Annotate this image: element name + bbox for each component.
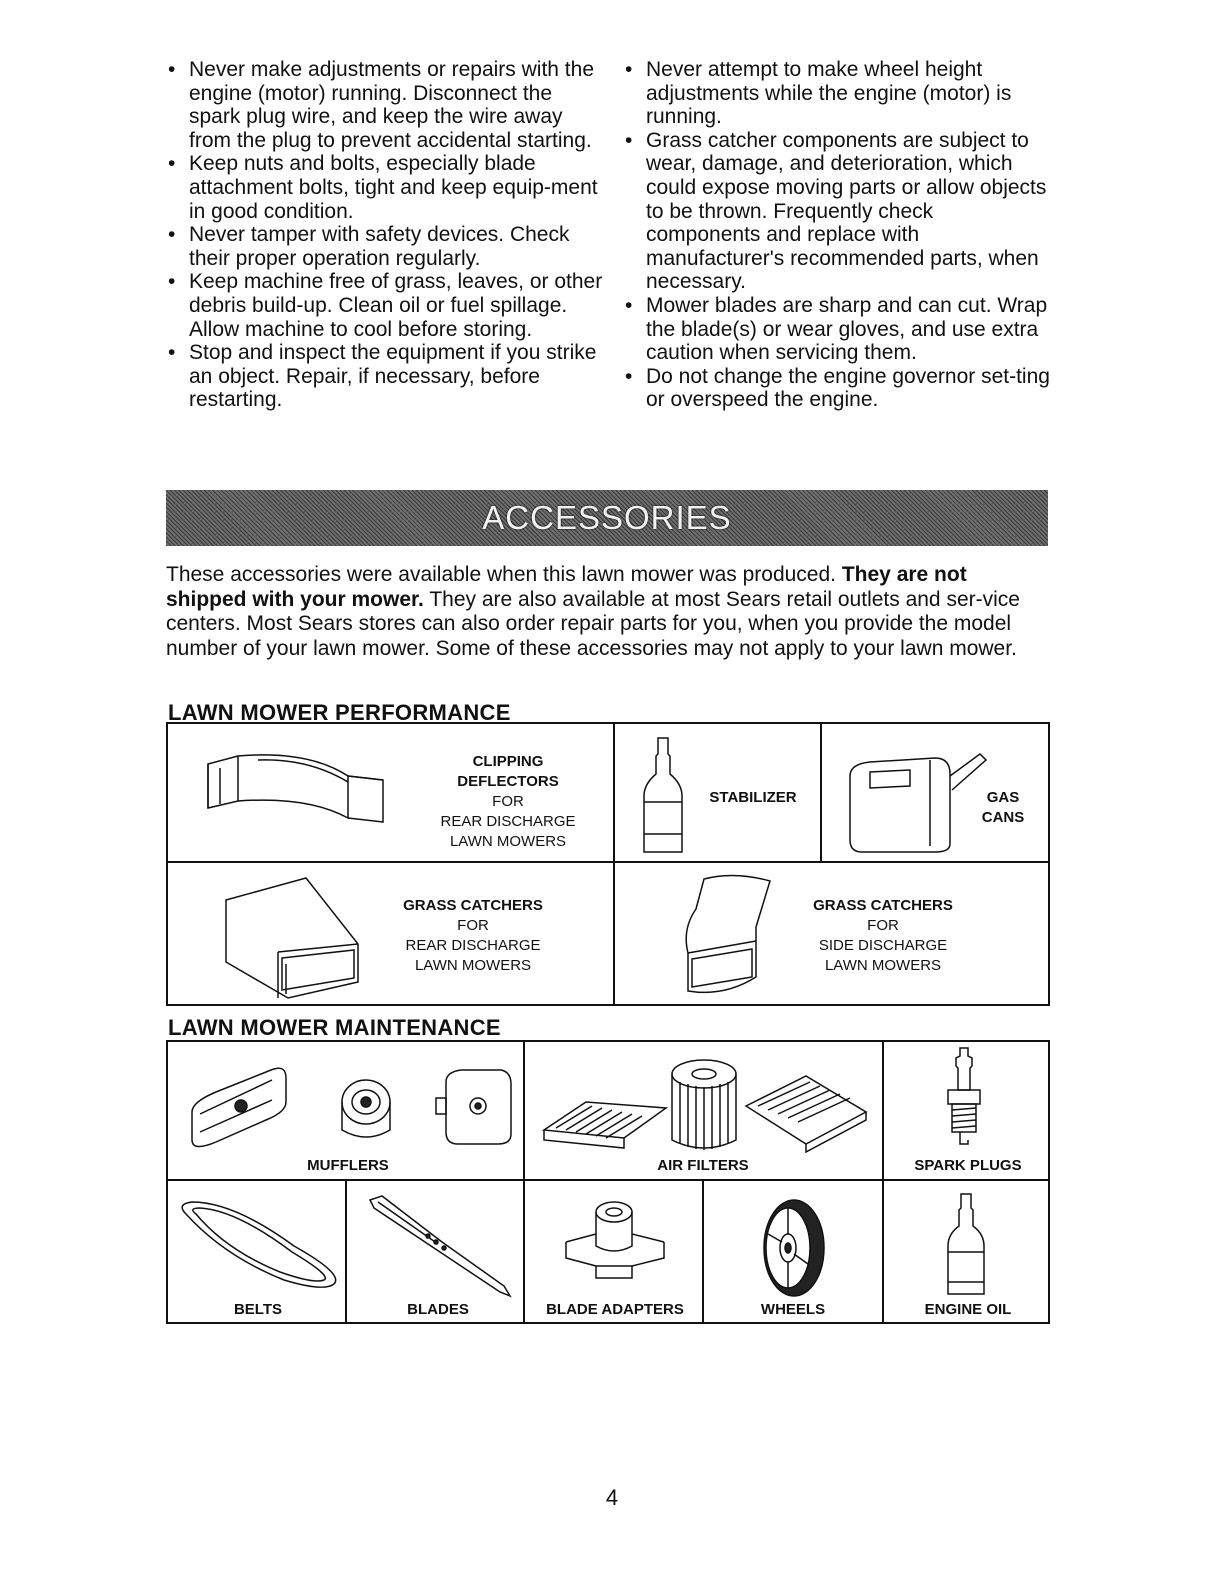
- mufflers-text: MUFFLERS: [307, 1157, 389, 1174]
- gas-text: GAS: [986, 789, 1020, 806]
- engine-oil-label: [888, 1300, 1048, 1320]
- rear-catchers-line-3: LAWN MOWERS: [414, 957, 532, 974]
- clipping-title-1: CLIPPING: [472, 753, 544, 770]
- rear-grass-catcher-icon: [218, 872, 368, 1002]
- spark-plugs-label: [888, 1156, 1048, 1176]
- blades-icon: [364, 1192, 514, 1302]
- wheel-icon: [754, 1194, 834, 1304]
- rear-catchers-label: [378, 896, 568, 976]
- mufflers-icon: [186, 1062, 516, 1162]
- safety-list-left: [166, 58, 606, 412]
- wheels-label: [708, 1300, 878, 1320]
- engine-oil-bottle-icon: [944, 1190, 988, 1300]
- performance-heading: LAWN MOWER PERFORMANCE: [168, 700, 511, 725]
- intro-text: These accessories were available when this lawn mower was produced.: [166, 563, 836, 586]
- safety-item: • Never make adjustments or repairs with the engine (motor) running. Disconnect the spark plug wire, and keep the wire away from the plug to prevent accidental starting.: [166, 58, 606, 152]
- safety-item: • Never attempt to make wheel height adjustments while the engine (motor) is running.: [623, 58, 1053, 129]
- safety-item: • Do not change the engine governor set-ting or overspeed the engine.: [623, 365, 1053, 412]
- clipping-deflector-icon: [198, 746, 388, 826]
- wheels-text: WHEELS: [760, 1301, 826, 1318]
- banner-title: ACCESSORIES: [482, 499, 732, 536]
- air-filters-text: AIR FILTERS: [657, 1157, 749, 1174]
- blade-adapter-icon: [560, 1194, 670, 1294]
- side-catchers-line-2: SIDE DISCHARGE: [818, 937, 948, 954]
- rear-catchers-line-1: FOR: [457, 917, 489, 934]
- intro-text-continued: They are also available at most Sears retail outlets and ser-vice centers. Most Sears stores can also order repair parts for you, when you provide the model number of your lawn mower. Some of these accessories may not apply to your lawn mower.: [166, 587, 1020, 660]
- maintenance-grid: [166, 1040, 1050, 1324]
- side-catchers-label: [788, 896, 978, 976]
- clipping-line-2: REAR DISCHARGE: [440, 813, 576, 830]
- stabilizer-label: [698, 788, 808, 808]
- intro-bold-text: They are not shipped with your mower.: [166, 563, 967, 611]
- stabilizer-bottle-icon: [638, 734, 688, 859]
- clipping-title-2: DEFLECTORS: [457, 773, 559, 790]
- accessories-banner: [166, 490, 1048, 546]
- performance-grid: [166, 722, 1050, 1006]
- side-grass-catcher-icon: [674, 869, 784, 1001]
- blades-label: [358, 1300, 518, 1320]
- gas-cans-label: [968, 788, 1038, 828]
- rear-catchers-line-2: REAR DISCHARGE: [405, 937, 541, 954]
- air-filters-label: [613, 1156, 793, 1176]
- cans-text: CANS: [981, 809, 1025, 826]
- belts-text: BELTS: [233, 1301, 283, 1318]
- blade-adapters-text: BLADE ADAPTERS: [546, 1301, 684, 1318]
- safety-item: • Keep machine free of grass, leaves, or other debris build-up. Clean oil or fuel spillage. Allow machine to cool before storing.: [166, 270, 606, 341]
- stabilizer-text: STABILIZER: [709, 789, 797, 806]
- safety-list-right: [623, 58, 1053, 412]
- maintenance-heading: LAWN MOWER MAINTENANCE: [168, 1015, 501, 1040]
- safety-item: • Never tamper with safety devices. Check their proper operation regularly.: [166, 223, 606, 270]
- mufflers-label: [258, 1156, 438, 1176]
- side-catchers-title: GRASS CATCHERS: [813, 897, 953, 914]
- side-catchers-line-3: LAWN MOWERS: [824, 957, 942, 974]
- safety-item: • Mower blades are sharp and can cut. Wrap the blade(s) or wear gloves, and use extra caution when servicing them.: [623, 294, 1053, 365]
- safety-item: • Stop and inspect the equipment if you strike an object. Repair, if necessary, before restarting.: [166, 341, 606, 412]
- air-filters-icon: [536, 1052, 871, 1160]
- safety-item: • Grass catcher components are subject to wear, damage, and deterioration, which could expose moving parts or allow objects to be thrown. Frequently check components and replace with manufacturer's recommended parts, when necessary.: [623, 129, 1053, 294]
- intro-paragraph: [166, 563, 1048, 661]
- spark-plugs-text: SPARK PLUGS: [914, 1157, 1022, 1174]
- page-number: 4: [605, 1485, 619, 1510]
- engine-oil-text: ENGINE OIL: [924, 1301, 1012, 1318]
- clipping-deflectors-label: [418, 752, 598, 852]
- safety-item: • Keep nuts and bolts, especially blade attachment bolts, tight and keep equip-ment in good condition.: [166, 152, 606, 223]
- blade-adapters-label: [530, 1300, 700, 1320]
- belts-label: [178, 1300, 338, 1320]
- spark-plug-icon: [942, 1044, 986, 1156]
- blades-text: BLADES: [407, 1301, 469, 1318]
- side-catchers-line-1: FOR: [867, 917, 899, 934]
- clipping-line-1: FOR: [492, 793, 524, 810]
- clipping-line-3: LAWN MOWERS: [449, 833, 567, 850]
- rear-catchers-title: GRASS CATCHERS: [403, 897, 543, 914]
- belts-icon: [174, 1194, 346, 1294]
